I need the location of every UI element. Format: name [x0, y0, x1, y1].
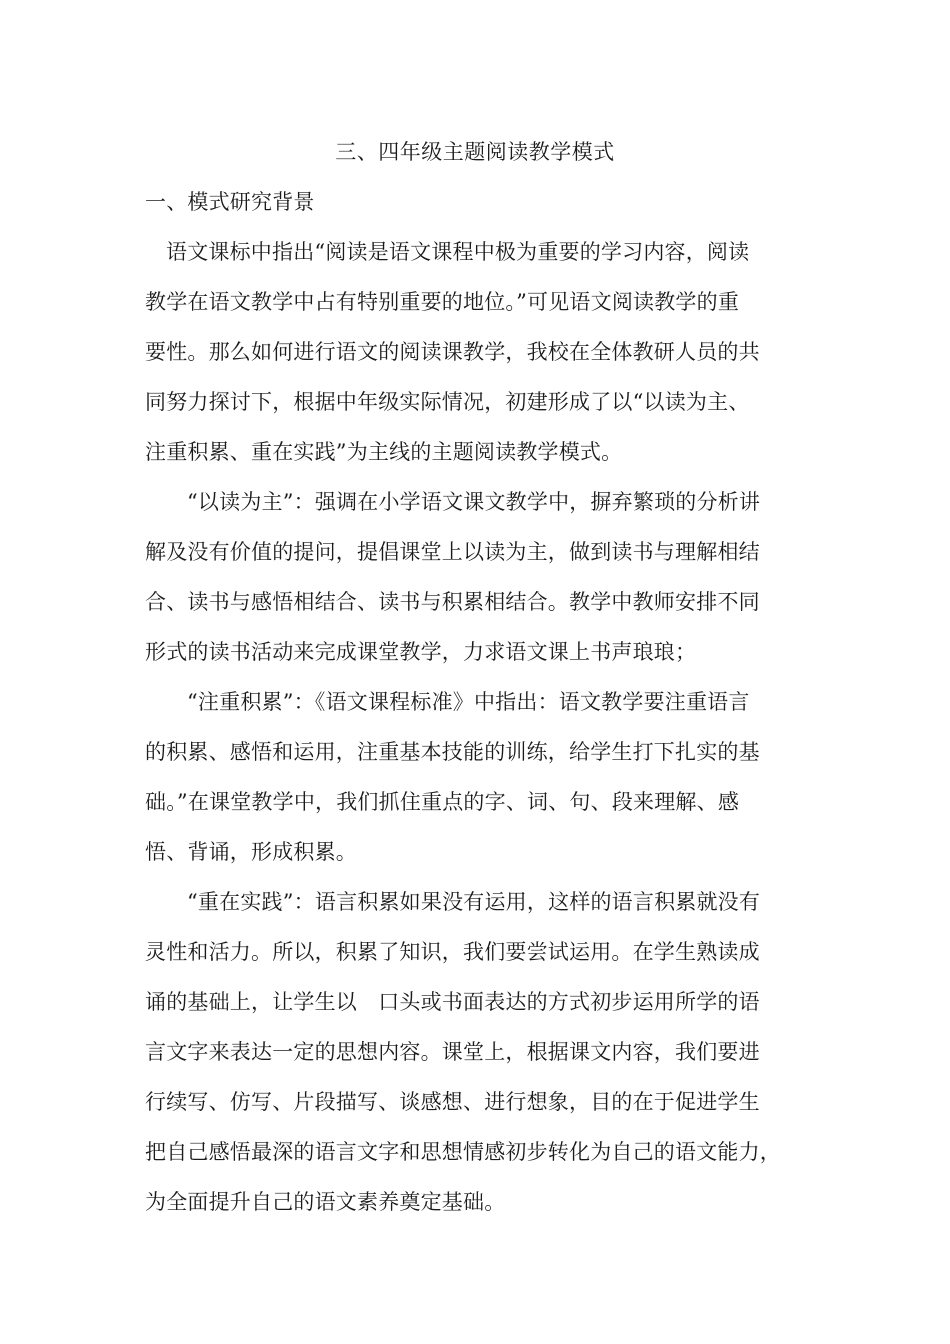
paragraph-line: “以读为主”：强调在小学语文课文教学中，摒弃繁琐的分析讲: [187, 490, 761, 514]
paragraph-line: 诵的基础上，让学生以 口头或书面表达的方式初步运用所学的语: [145, 990, 760, 1014]
section-heading: 一、模式研究背景: [145, 190, 315, 214]
paragraph-line: 解及没有价值的提问，提倡课堂上以读为主，做到读书与理解相结: [145, 540, 760, 564]
paragraph-line: 灵性和活力。所以，积累了知识，我们要尝试运用。在学生熟读成: [145, 940, 760, 964]
paragraph-line: 言文字来表达一定的思想内容。课堂上，根据课文内容，我们要进: [145, 1040, 760, 1064]
paragraph-line: “注重积累”：《语文课程标准》中指出：语文教学要注重语言: [187, 690, 750, 714]
paragraph-line: 为全面提升自己的语文素养奠定基础。: [145, 1190, 506, 1214]
paragraph-line: 合、读书与感悟相结合、读书与积累相结合。教学中教师安排不同: [145, 590, 760, 614]
paragraph-line: “重在实践”：语言积累如果没有运用，这样的语言积累就没有: [187, 890, 761, 914]
paragraph-line: 悟、背诵，形成积累。: [145, 840, 357, 864]
paragraph-line: 注重积累、重在实践”为主线的主题阅读教学模式。: [145, 440, 623, 464]
paragraph-line: 同努力探讨下，根据中年级实际情况，初建形成了以“以读为主、: [145, 390, 750, 414]
paragraph-line: 的积累、感悟和运用，注重基本技能的训练，给学生打下扎实的基: [145, 740, 760, 764]
paragraph-line: 语文课标中指出“阅读是语文课程中极为重要的学习内容，阅读: [166, 240, 750, 264]
paragraph-line: 础。”在课堂教学中，我们抓住重点的字、词、句、段来理解、感: [145, 790, 740, 814]
paragraph-line: 行续写、仿写、片段描写、谈感想、进行想象，目的在于促进学生: [145, 1090, 760, 1114]
paragraph-line: 把自己感悟最深的语言文字和思想情感初步转化为自己的语文能力，: [145, 1140, 781, 1164]
document-title: 三、四年级主题阅读教学模式: [335, 140, 615, 164]
paragraph-line: 要性。那么如何进行语文的阅读课教学，我校在全体教研人员的共: [145, 340, 760, 364]
paragraph-line: 形式的读书活动来完成课堂教学，力求语文课上书声琅琅；: [145, 640, 697, 664]
paragraph-line: 教学在语文教学中占有特别重要的地位。”可见语文阅读教学的重: [145, 290, 740, 314]
